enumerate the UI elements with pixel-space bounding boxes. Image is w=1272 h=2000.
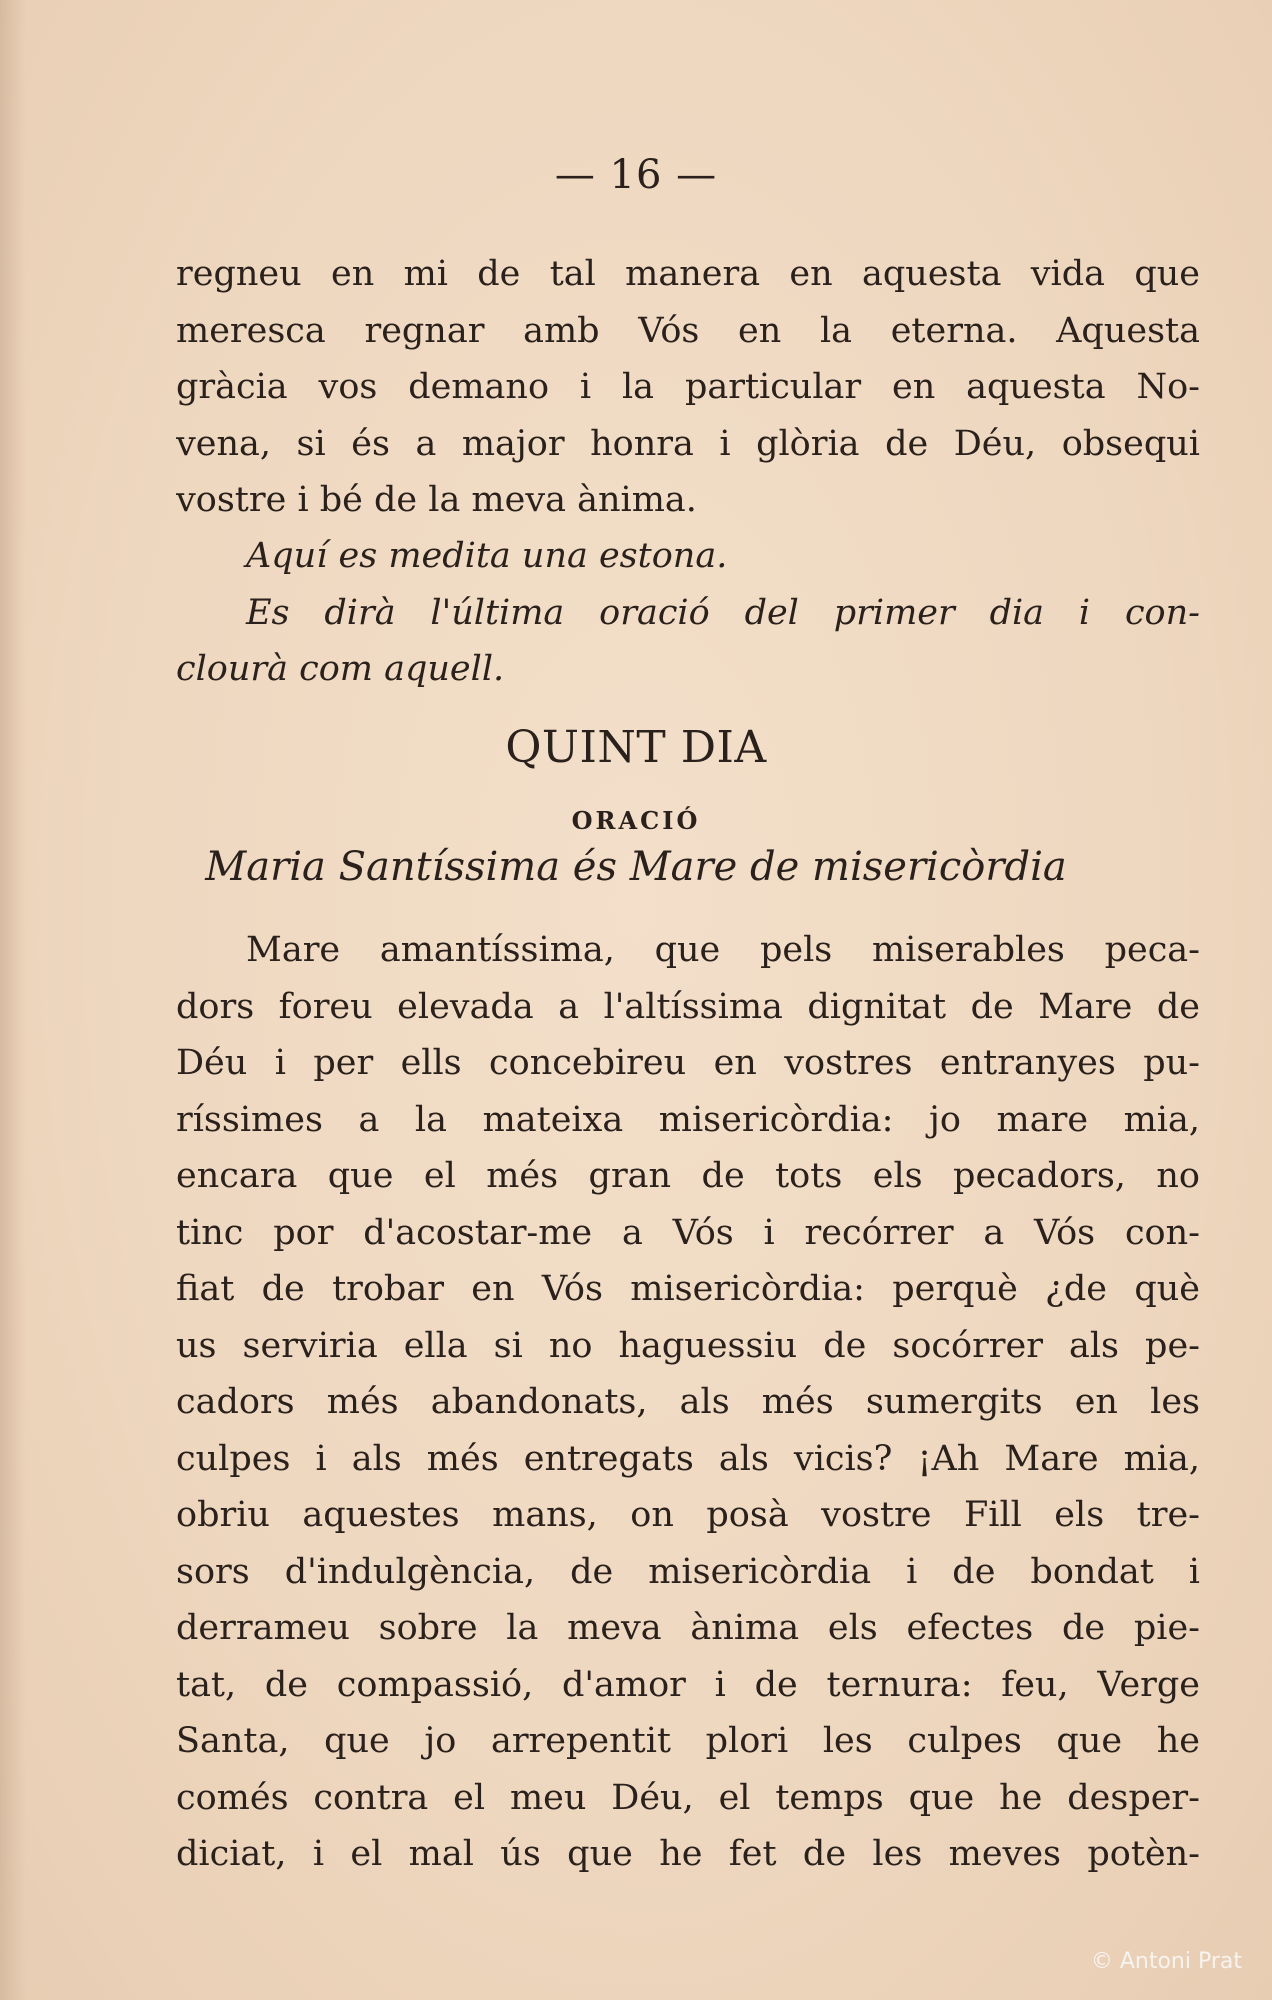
text-line: Déu i per ells concebireu en vostres entranyes pu- [176, 1043, 1200, 1083]
text-line: obriu aquestes mans, on posà vostre Fill els tre- [176, 1495, 1200, 1535]
rubric-line: Es dirà l'última oració del primer dia i con- [246, 592, 1200, 633]
page-number: — 16 — [554, 152, 718, 198]
text-line: Mare amantíssima, que pels miserables peca- [246, 930, 1200, 970]
text-line: us serviria ella si no haguessiu de socórrer als pe- [176, 1325, 1200, 1366]
rubric-line: clourà com aquell. [176, 649, 505, 689]
paragraph-main [176, 922, 1200, 1883]
text-line: vena, si és a major honra i glòria de Déu, obsequi [176, 423, 1200, 464]
text-line: fiat de trobar en Vós misericòrdia: perquè ¿de què [176, 1269, 1200, 1309]
text-line: tinc por d'acostar-me a Vós i recórrer a Vós con- [176, 1212, 1200, 1253]
paragraph-top [176, 246, 1200, 529]
text-line: sors d'indulgència, de misericòrdia i de bondat i [176, 1551, 1200, 1592]
text-line: ríssimes a la mateixa misericòrdia: jo mare mia, [176, 1099, 1200, 1140]
section-label: ORACIÓ [571, 806, 701, 835]
text-line: encara que el més gran de tots els pecadors, no [176, 1156, 1200, 1196]
text-line: derrameu sobre la meva ànima els efectes de pie- [176, 1608, 1200, 1648]
text-line: dors foreu elevada a l'altíssima dignitat de Mare de [176, 986, 1200, 1027]
text-line: gràcia vos demano i la particular en aquesta No- [176, 367, 1200, 407]
text-line: vostre i bé de la meva ànima. [176, 480, 697, 520]
section-title: QUINT DIA [505, 722, 767, 773]
text-line: culpes i als més entregats als vicis? ¡Ah Mare mia, [176, 1438, 1200, 1479]
rubric [176, 528, 1200, 698]
text-line: cadors més abandonats, als més sumergits en les [176, 1382, 1200, 1422]
text-line: tat, de compassió, d'amor i de ternura: feu, Verge [176, 1664, 1200, 1705]
text-line: regneu en mi de tal manera en aquesta vida que [176, 254, 1200, 294]
text-line: diciat, i el mal ús que he fet de les meves potèn- [176, 1834, 1200, 1874]
page-spine-shadow [0, 0, 26, 2000]
copyright-watermark: © Antoni Prat [1090, 1949, 1242, 1974]
text-line: meresca regnar amb Vós en la eterna. Aquesta [176, 310, 1200, 351]
text-line: Santa, que jo arrepentit plori les culpes que he [176, 1721, 1200, 1761]
section-subtitle: Maria Santíssima és Mare de misericòrdia [205, 844, 1067, 890]
text-line: comés contra el meu Déu, el temps que he desper- [176, 1777, 1200, 1818]
rubric-line: Aquí es medita una estona. [246, 536, 728, 576]
